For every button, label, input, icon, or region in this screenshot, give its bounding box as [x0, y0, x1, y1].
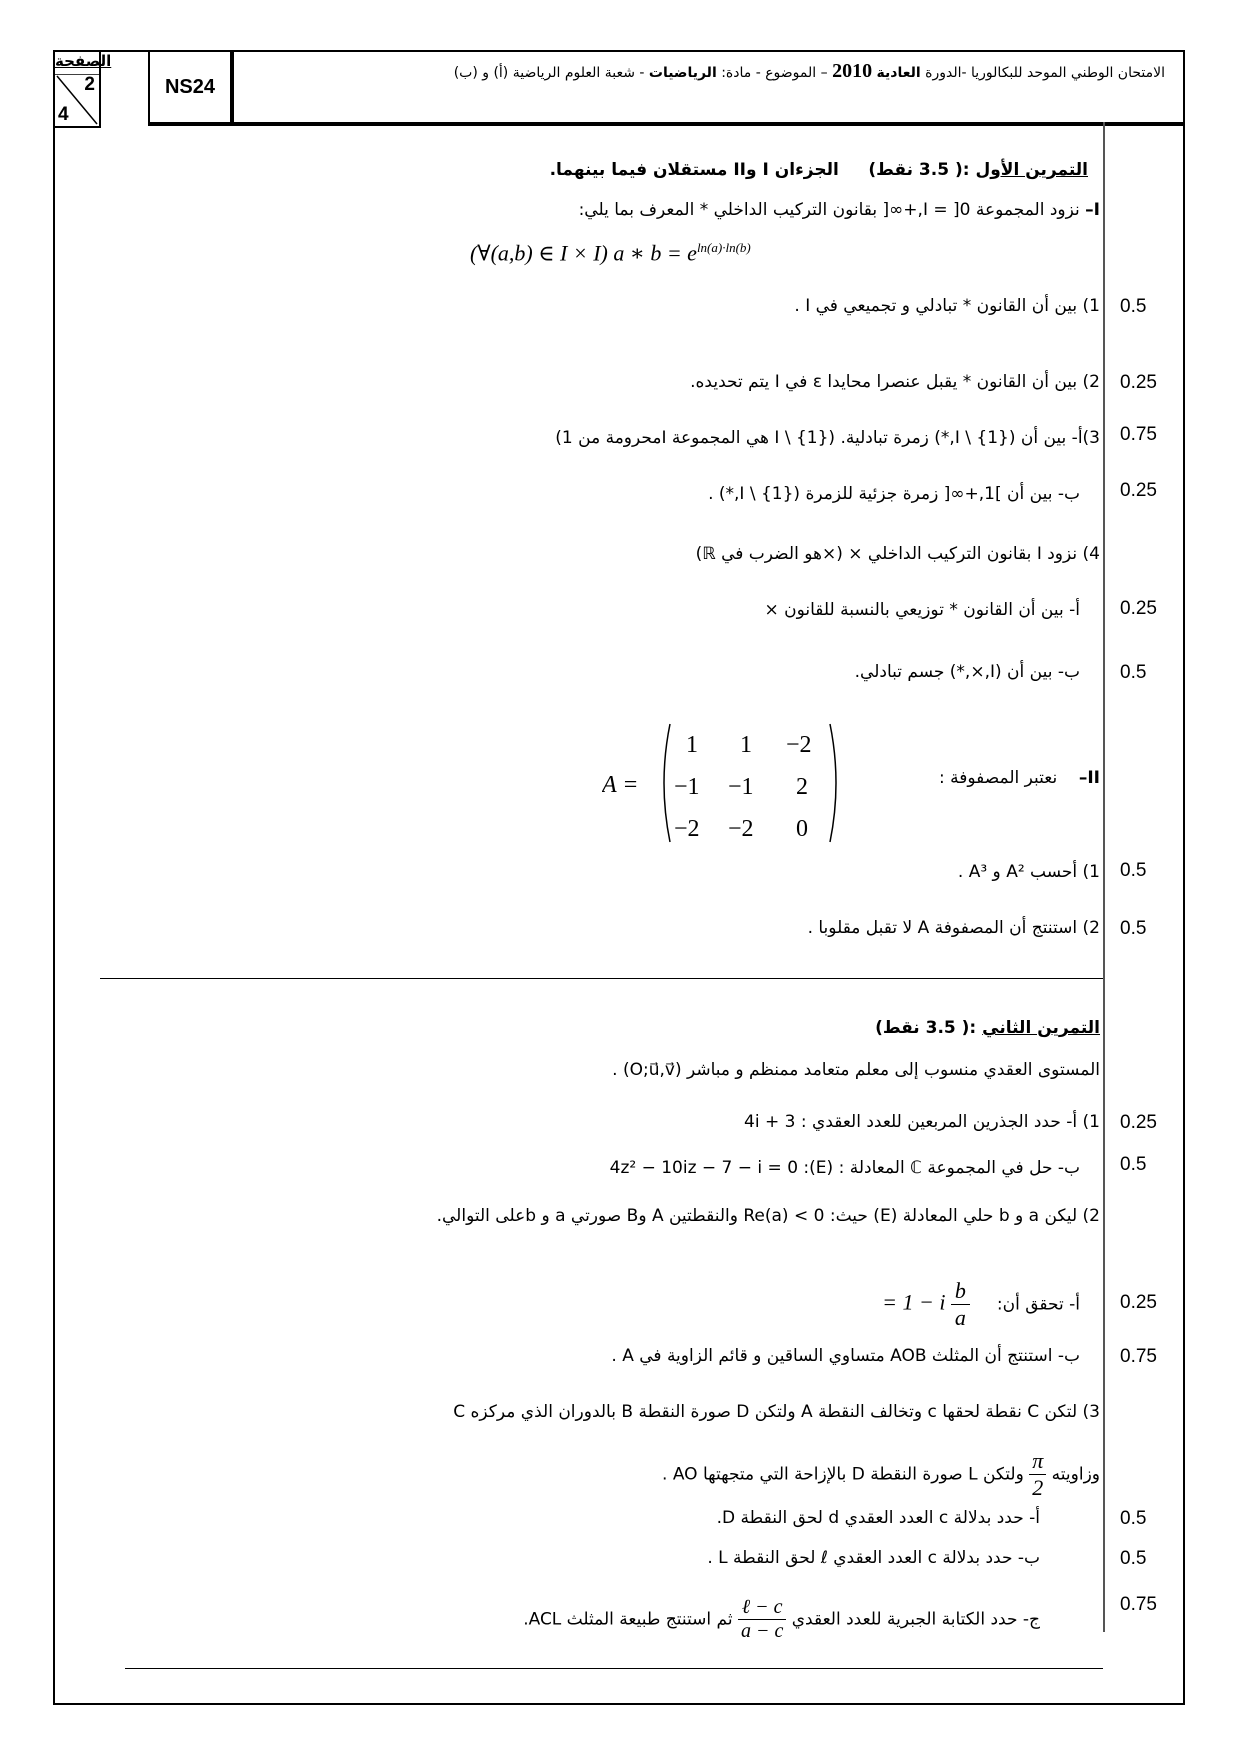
- part1-intro-line: [579, 200, 1100, 220]
- title-part2: – الموضوع - مادة:: [721, 65, 828, 81]
- matrix-cell: −1: [674, 774, 700, 800]
- part2-label: II–: [1078, 768, 1100, 788]
- matrix-svg: [602, 718, 842, 848]
- exercise2-title: التمرين الثاني: [982, 1018, 1100, 1038]
- section-divider: [100, 978, 1103, 979]
- q4a: أ- بين أن القانون * توزيعي بالنسبة للقانون ×: [764, 600, 1080, 620]
- title-year: 2010: [832, 60, 873, 82]
- score-ex2-q1a: 0.25: [1120, 1112, 1157, 1133]
- angle-numerator: π: [1029, 1448, 1046, 1475]
- q3b: ب- بين أن ]1,+∞[ زمرة جزئية للزمرة (I \ {1},*) .: [708, 484, 1080, 504]
- score-q3a: 0.75: [1120, 424, 1157, 445]
- matrix-cell: 1: [686, 732, 698, 758]
- matrix-left-paren: [664, 724, 670, 842]
- ex2-q1a: 1) أ- حدد الجذرين المربعين للعدد العقدي : 3 + 4i: [744, 1112, 1100, 1132]
- angle-denominator: 2: [1032, 1475, 1044, 1500]
- exam-title: [454, 60, 1165, 83]
- law-definition-base: (∀(a,b) ∈ I × I) a ∗ b = e: [470, 240, 697, 266]
- ex2-q3c-text-b: ثم استنتج طبيعة المثلث ACL.: [523, 1609, 733, 1630]
- score-part2-q1: 0.5: [1120, 860, 1147, 881]
- ex2-q2a-rhs: = 1 − i: [882, 1289, 946, 1315]
- score-q4a: 0.25: [1120, 598, 1157, 619]
- ex2-q2a: [882, 1278, 1080, 1331]
- matrix-A: [602, 718, 842, 848]
- exercise1-parts-note: الجزءان I وII مستقلان فيما بينهما.: [549, 160, 839, 180]
- bottom-divider: [125, 1668, 1103, 1669]
- ex2-q1b: ب- حل في المجموعة ℂ المعادلة : (E): 4z² − 10iz − 7 − i = 0: [609, 1158, 1080, 1178]
- ex2-q3-line2a: وزاويته: [1051, 1464, 1100, 1485]
- score-ex2-q3a: 0.5: [1120, 1508, 1147, 1529]
- part2-q2: 2) استنتج أن المصفوفة A لا تقبل مقلوبا .: [807, 918, 1100, 938]
- title-part1: الامتحان الوطني الموحد للبكالوريا -الدورة: [925, 65, 1165, 81]
- matrix-cell: 2: [796, 774, 808, 800]
- matrix-cell: 1: [740, 732, 752, 758]
- exercise1-heading: [550, 160, 1088, 180]
- part2-intro-line: [939, 768, 1100, 788]
- title-subject: الرياضيات: [648, 65, 717, 81]
- ex2-q3-line2: [662, 1448, 1100, 1501]
- matrix-cell: −2: [674, 816, 700, 842]
- page-number: 2: [84, 74, 95, 95]
- matrix-name: A =: [602, 772, 639, 798]
- ex2-q2: 2) ليكن a و b حلي المعادلة (E) حيث: Re(a) < 0 والنقطتين A وB صورتي a و bعلى التوالي.: [436, 1206, 1100, 1226]
- ex2-q3-line2b: ولتكن L صورة النقطة D بالإزاحة التي متجهتها AO .: [662, 1464, 1024, 1485]
- ex2-q3c-fraction: [738, 1596, 786, 1643]
- ex2-q3-line1: 3) لتكن C نقطة لحقها c وتخالف النقطة A ولتكن D صورة النقطة B بالدوران الذي مركزه C: [453, 1402, 1100, 1422]
- score-ex2-q3c: 0.75: [1120, 1594, 1157, 1615]
- ex2-q2a-fraction: [951, 1278, 970, 1331]
- matrix-cell: 0: [796, 816, 808, 842]
- ex2-q2b: ب- استنتج أن المثلث AOB متساوي الساقين و قائم الزاوية في A .: [611, 1346, 1080, 1366]
- angle-fraction: [1029, 1448, 1046, 1501]
- q1: 1) بين أن القانون * تبادلي و تجميعي في I .: [794, 296, 1100, 316]
- fraction-numerator: b: [951, 1278, 970, 1305]
- matrix-cell: −2: [786, 732, 812, 758]
- title-part3: - شعبة العلوم الرياضية (أ) و (ب): [453, 65, 645, 81]
- q4: 4) نزود I بقانون التركيب الداخلي × (×هو الضرب في ℝ): [695, 544, 1100, 564]
- page-number-box: [55, 52, 112, 128]
- score-part2-q2: 0.5: [1120, 918, 1147, 939]
- ex2-q2a-text: أ- تحقق أن:: [996, 1294, 1080, 1315]
- title-session: العادية: [876, 65, 921, 81]
- part2-intro: نعتبر المصفوفة :: [939, 768, 1058, 788]
- matrix-right-paren: [830, 724, 836, 842]
- ex2-q3a: أ- حدد بدلالة c العدد العقدي d لحق النقطة D.: [716, 1508, 1040, 1528]
- ex2-q3c: [523, 1596, 1040, 1643]
- score-ex2-q1b: 0.5: [1120, 1154, 1147, 1175]
- score-q2: 0.25: [1120, 372, 1157, 393]
- page-label: الصفحة: [55, 52, 112, 70]
- title-box: [232, 52, 1183, 126]
- fraction-numerator: ℓ − c: [738, 1596, 786, 1620]
- part1-label: I–: [1085, 200, 1100, 220]
- q4b: ب- بين أن (I,×,*) جسم تبادلي.: [854, 662, 1080, 682]
- q3a: 3)أ- بين أن (I \ {1},*) زمرة تبادلية. (I \ {1} هي المجموعة Iمحرومة من 1): [555, 428, 1100, 448]
- page-total: 4: [58, 104, 69, 125]
- ex2-q3c-text-a: ج- حدد الكتابة الجبرية للعدد العقدي: [791, 1609, 1040, 1630]
- matrix-cell: −2: [728, 816, 754, 842]
- ex2-intro: المستوى العقدي منسوب إلى معلم متعامد ممنظم و مباشر (O;u⃗,v⃗) .: [612, 1060, 1100, 1080]
- fraction-denominator: a − c: [740, 1620, 784, 1642]
- exercise1-title: التمرين الأول: [975, 160, 1088, 180]
- part2-q1: 1) أحسب A² و A³ .: [957, 862, 1100, 882]
- exam-code: NS24: [148, 52, 234, 126]
- matrix-cell: −1: [728, 774, 754, 800]
- part1-intro: نزود المجموعة I = ]0,+∞[ بقانون التركيب الداخلي * المعرف بما يلي:: [578, 200, 1080, 220]
- score-ex2-q3b: 0.5: [1120, 1548, 1147, 1569]
- law-definition: [470, 240, 751, 266]
- exercise2-heading: [875, 1018, 1100, 1038]
- exercise1-points: :( 3.5 نقط): [868, 160, 970, 180]
- exercise2-points: :( 3.5 نقط): [875, 1018, 977, 1038]
- score-ex2-q2b: 0.75: [1120, 1346, 1157, 1367]
- score-ex2-q2a: 0.25: [1120, 1292, 1157, 1313]
- score-q1: 0.5: [1120, 296, 1147, 317]
- fraction-denominator: a: [954, 1305, 966, 1330]
- score-column-divider: [1103, 122, 1105, 1632]
- q2: 2) بين أن القانون * يقبل عنصرا محايدا ε في I يتم تحديده.: [690, 372, 1100, 392]
- law-definition-exponent: ln(a)·ln(b): [696, 240, 751, 255]
- score-q3b: 0.25: [1120, 480, 1157, 501]
- ex2-q3b: ب- حدد بدلالة c العدد العقدي ℓ لحق النقطة L .: [707, 1548, 1040, 1568]
- score-q4b: 0.5: [1120, 662, 1147, 683]
